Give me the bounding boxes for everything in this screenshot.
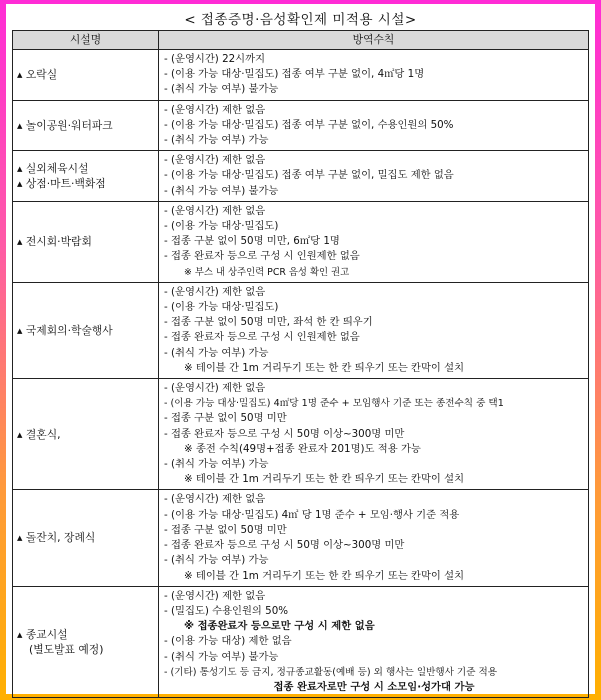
facility-cell bbox=[13, 151, 159, 202]
facility-name: ▴ 국제회의·학술행사 bbox=[17, 323, 113, 337]
measure-line: - (취식 가능 여부) 가능 bbox=[164, 554, 269, 567]
measure-line: - (운영시간) 제한 없음 bbox=[164, 589, 266, 602]
table-header-row bbox=[13, 31, 589, 50]
facility-name: ▴ 놀이공원·워터파크 bbox=[17, 118, 113, 132]
facility-name: ▴ 종교시설 bbox=[17, 627, 68, 641]
measures-cell bbox=[159, 379, 589, 490]
facility-cell bbox=[13, 50, 159, 101]
measure-line: - (취식 가능 여부) 가능 bbox=[164, 134, 269, 147]
facility-name: ▴ 결혼식, bbox=[17, 427, 61, 441]
measure-note: ※ 부스 내 상주인력 PCR 음성 확인 권고 bbox=[184, 266, 350, 278]
measure-line: - (취식 가능 여부) 불가능 bbox=[164, 83, 279, 96]
table-row bbox=[13, 586, 589, 697]
measure-line: - 접종 완료자 등으로 구성 시 인원제한 없음 bbox=[164, 250, 360, 263]
measure-line: - 접종 구분 없이 50명 미만 bbox=[164, 523, 287, 536]
measure-line: - (기타) 통성기도 등 금지, 정규종교활동(예배 등) 외 행사는 일반행사 기준 적용 bbox=[164, 666, 498, 678]
measures-cell bbox=[159, 50, 589, 101]
facility-cell bbox=[13, 490, 159, 586]
table-row bbox=[13, 201, 589, 282]
measure-note: ※ 테이블 간 1m 거리두기 또는 한 칸 띄우기 또는 칸막이 설치 bbox=[184, 473, 465, 486]
measures-cell bbox=[159, 490, 589, 586]
measure-line: - (취식 가능 여부) 불가능 bbox=[164, 650, 279, 663]
measures-cell bbox=[159, 201, 589, 282]
measure-note: ※ 테이블 간 1m 거리두기 또는 한 칸 띄우기 또는 칸막이 설치 bbox=[184, 361, 465, 374]
facility-column-header: 시설명 bbox=[13, 31, 159, 50]
measure-note: ※ 테이블 간 1m 거리두기 또는 한 칸 띄우기 또는 칸막이 설치 bbox=[184, 569, 465, 582]
facility-name: ▴ 오락실 bbox=[17, 68, 58, 82]
table-row bbox=[13, 282, 589, 378]
measure-line: - (운영시간) 제한 없음 bbox=[164, 493, 266, 506]
measure-line: - 접종 구분 없이 50명 미만, 6㎡당 1명 bbox=[164, 235, 340, 248]
measure-line: - (운영시간) 제한 없음 bbox=[164, 382, 266, 395]
measure-line: - 접종 구분 없이 50명 미만, 좌석 한 칸 띄우기 bbox=[164, 316, 373, 329]
table-row bbox=[13, 379, 589, 490]
measure-line: - (취식 가능 여부) 불가능 bbox=[164, 184, 279, 197]
measure-line: - (이용 가능 대상·밀집도) 접종 여부 구분 없이, 4㎡당 1명 bbox=[164, 68, 425, 81]
facility-cell bbox=[13, 282, 159, 378]
measure-line: - (이용 가능 대상·밀집도) 4㎡당 1명 준수 + 모임행사 기준 또는 종전수칙 중 택1 bbox=[164, 398, 504, 410]
facility-name: ▴ 실외체육시설 bbox=[17, 161, 89, 175]
table-row bbox=[13, 100, 589, 151]
rules-table bbox=[12, 30, 589, 698]
page-title: < 접종증명·음성확인제 미적용 시설> bbox=[184, 12, 417, 28]
measure-line: - (밀집도) 수용인원의 50% bbox=[164, 604, 289, 617]
measure-line: - (운영시간) 제한 없음 bbox=[164, 204, 266, 217]
measure-line: - (이용 가능 대상) 제한 없음 bbox=[164, 635, 292, 648]
measure-line: - (운영시간) 제한 없음 bbox=[164, 285, 266, 298]
measure-line: - 접종 완료자 등으로 구성 시 인원제한 없음 bbox=[164, 331, 360, 344]
facility-cell bbox=[13, 201, 159, 282]
measure-line: - (취식 가능 여부) 가능 bbox=[164, 346, 269, 359]
measure-line: - 접종 완료자 등으로 구성 시 50명 이상~300명 미만 bbox=[164, 539, 405, 552]
facility-name: ▴ 상점·마트·백화점 bbox=[17, 177, 106, 191]
measures-cell bbox=[159, 100, 589, 151]
measure-line: - (운영시간) 22시까지 bbox=[164, 53, 266, 65]
facility-cell bbox=[13, 379, 159, 490]
measure-line: - 접종 구분 없이 50명 미만 bbox=[164, 412, 287, 425]
measure-line: - (이용 가능 대상·밀집도) 접종 여부 구분 없이, 밀집도 제한 없음 bbox=[164, 169, 454, 182]
measure-line: - 접종 완료자 등으로 구성 시 50명 이상~300명 미만 bbox=[164, 427, 405, 440]
measure-note: ※ 접종완료자 등으로만 구성 시 제한 없음 bbox=[184, 620, 375, 633]
measures-cell bbox=[159, 586, 589, 697]
measure-line: - (운영시간) 제한 없음 bbox=[164, 103, 266, 116]
measure-note: ※ 종전 수칙(49명+접종 완료자 201명)도 적용 가능 bbox=[184, 442, 421, 455]
facility-cell bbox=[13, 586, 159, 697]
measure-line: - (취식 가능 여부) 가능 bbox=[164, 458, 269, 471]
measures-cell bbox=[159, 151, 589, 202]
table-row bbox=[13, 490, 589, 586]
facility-name: ▴ 전시회·박람회 bbox=[17, 235, 92, 249]
measure-line: - (이용 가능 대상·밀집도) bbox=[164, 301, 279, 314]
measure-line: - (이용 가능 대상·밀집도) 4㎡ 당 1명 준수 + 모임·행사 기준 적용 bbox=[164, 508, 460, 521]
facility-name: ▴ 돌잔치, 장례식 bbox=[17, 531, 96, 545]
document-sheet bbox=[6, 4, 595, 694]
measures-column-header: 방역수칙 bbox=[159, 31, 589, 50]
facility-note: (별도발표 예정) bbox=[29, 642, 104, 656]
measure-note: 접종 완료자로만 구성 시 소모임·성가대 가능 bbox=[273, 680, 475, 693]
table-row bbox=[13, 50, 589, 101]
measure-line: - (이용 가능 대상·밀집도) 접종 여부 구분 없이, 수용인원의 50% bbox=[164, 118, 454, 131]
facility-cell bbox=[13, 100, 159, 151]
measure-line: - (운영시간) 제한 없음 bbox=[164, 154, 266, 167]
table-row bbox=[13, 151, 589, 202]
measure-line: - (이용 가능 대상·밀집도) bbox=[164, 220, 279, 233]
measures-cell bbox=[159, 282, 589, 378]
